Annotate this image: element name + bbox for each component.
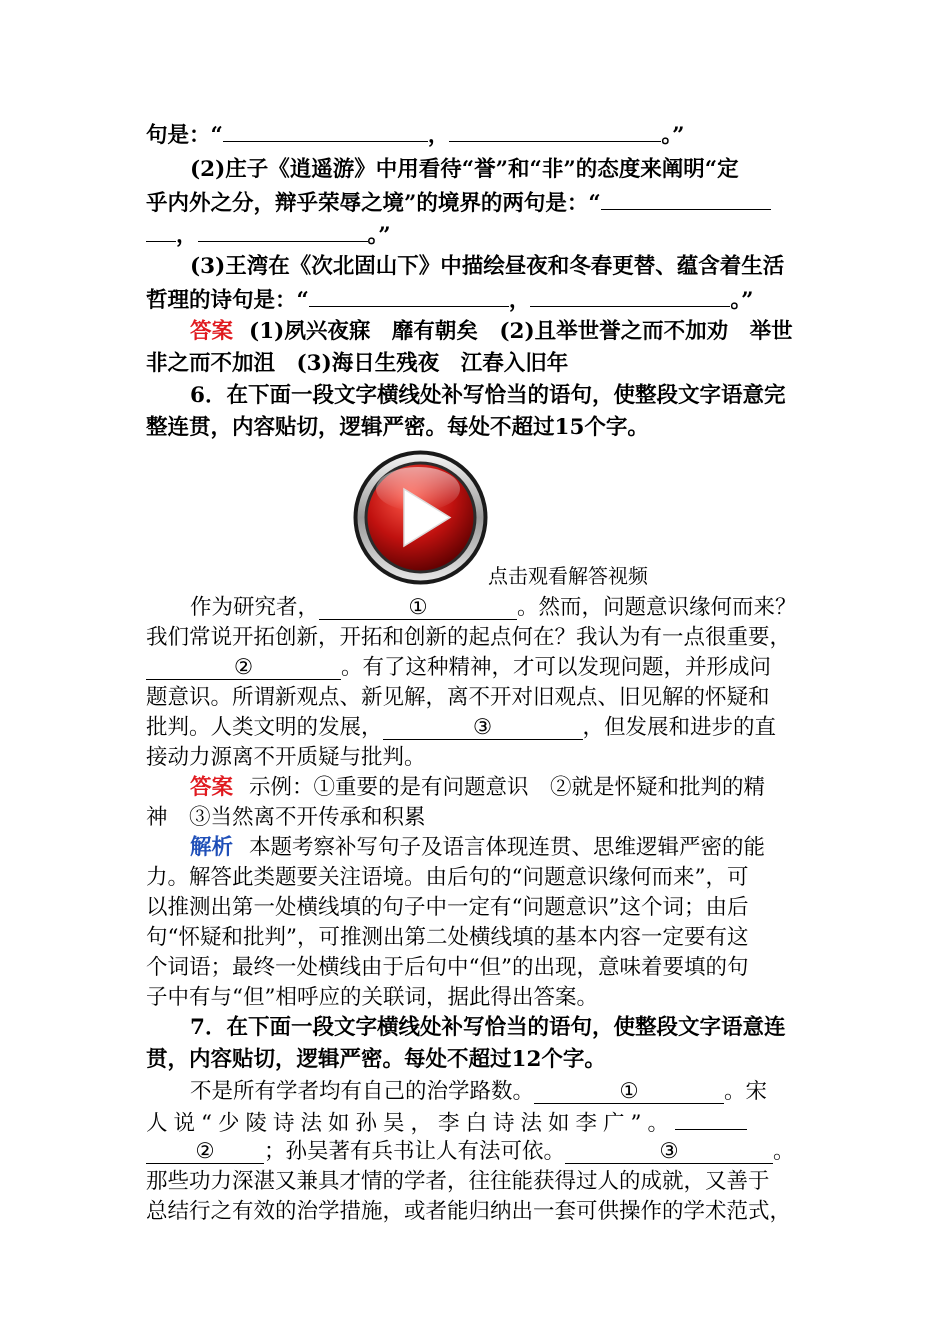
blank-3: ③: [565, 1141, 773, 1164]
blank: [146, 219, 176, 242]
q5-p2-line2: 乎内外之分，辩乎荣辱之境”的境界的两句是：“: [146, 187, 808, 217]
q7-passage-line2: 人说“少陵诗法如孙吴，李白诗法如李广”。: [146, 1107, 808, 1137]
play-video-button[interactable]: [352, 449, 489, 586]
q6-answer-line2: 神 ③当然离不开传承和积累: [146, 805, 426, 830]
q5-answer-line2: 非之而不加沮 (3)海日生残夜 江春入旧年: [146, 351, 569, 376]
q7-passage-line4: 那些功力深湛又兼具才情的学者，往往能获得过人的成就，又善于: [146, 1169, 770, 1194]
q6-passage-line4: 题意识。所谓新观点、新见解，离不开对旧观点、旧见解的怀疑和: [146, 685, 770, 710]
q6-passage-line2: 我们常说开拓创新，开拓和创新的起点何在？我认为有一点很重要，: [146, 625, 792, 650]
q6-passage-line6: 接动力源离不开质疑与批判。: [146, 745, 426, 770]
blank: [530, 284, 730, 307]
q6-passage-line1: 作为研究者， ① 。然而，问题意识缘何而来？: [190, 595, 797, 620]
blank: [223, 119, 428, 142]
q6-line2: 整连贯，内容贴切，逻辑严密。每处不超过15个字。: [146, 415, 649, 440]
blank-3: ③: [383, 717, 583, 740]
analysis-label: 解析: [190, 835, 234, 860]
q5-p2-line1: (2)庄子《逍遥游》中用看待“誉”和“非”的态度来阐明“定: [190, 157, 739, 182]
video-caption[interactable]: 点击观看解答视频: [488, 564, 648, 588]
blank-2: ②: [146, 657, 341, 680]
q6-analysis-line1: 解析 本题考察补写句子及语言体现连贯、思维逻辑严密的能: [190, 835, 766, 860]
blank-2: ②: [146, 1141, 264, 1164]
q5-p3-line1: (3)王湾在《次北固山下》中描绘昼夜和冬春更替、蕴含着生活: [190, 254, 785, 279]
play-button-icon: [352, 449, 489, 586]
blank: [601, 187, 771, 210]
blank: [198, 219, 368, 242]
blank: [449, 119, 661, 142]
q5-p2-line3: ， 。”: [146, 219, 808, 249]
q6-passage-line3: ② 。有了这种精神，才可以发现问题，并形成问: [146, 653, 808, 683]
q7-passage-line5: 总结行之有效的治学措施，或者能归纳出一套可供操作的学术范式，: [146, 1199, 792, 1224]
q7-line2: 贯，内容贴切，逻辑严密。每处不超过12个字。: [146, 1047, 606, 1072]
q5-line1: 句是：“ ， 。”: [146, 119, 808, 149]
blank-1: ①: [534, 1081, 724, 1104]
q7-passage-line1: 不是所有学者均有自己的治学路数。 ① 。宋: [190, 1079, 768, 1104]
q5-answer-line1: 答案 (1)夙兴夜寐 靡有朝矣 (2)且举世誉之而不加劝 举世: [190, 319, 793, 344]
q6-analysis-line3: 以推测出第一处横线填的句子中一定有“问题意识”这个词；由后: [146, 895, 749, 920]
q6-passage-line5: 批判。人类文明的发展， ③ ，但发展和进步的直: [146, 715, 777, 740]
q6-line1: 6．在下面一段文字横线处补写恰当的语句，使整段文字语意完: [190, 383, 786, 408]
answer-label: 答案: [190, 319, 234, 344]
q5-p3-line2: 哲理的诗句是：“ ， 。”: [146, 284, 808, 314]
answer-label: 答案: [190, 775, 234, 800]
blank: [309, 284, 509, 307]
blank: [675, 1107, 747, 1130]
blank-1: ①: [319, 597, 517, 620]
q6-answer-line1: 答案 示例：①重要的是有问题意识 ②就是怀疑和批判的精: [190, 775, 766, 800]
q7-passage-line3: ② ；孙吴著有兵书让人有法可依。 ③ 。: [146, 1137, 808, 1167]
q6-analysis-line6: 子中有与“但”相呼应的关联词，据此得出答案。: [146, 985, 598, 1010]
q6-analysis-line2: 力。解答此类题要关注语境。由后句的“问题意识缘何而来”，可: [146, 865, 749, 890]
q6-analysis-line4: 句“怀疑和批判”，可推测出第二处横线填的基本内容一定要有这: [146, 925, 749, 950]
q7-line1: 7．在下面一段文字横线处补写恰当的语句，使整段文字语意连: [190, 1015, 786, 1040]
q6-analysis-line5: 个词语；最终一处横线由于后句中“但”的出现，意味着要填的句: [146, 955, 749, 980]
